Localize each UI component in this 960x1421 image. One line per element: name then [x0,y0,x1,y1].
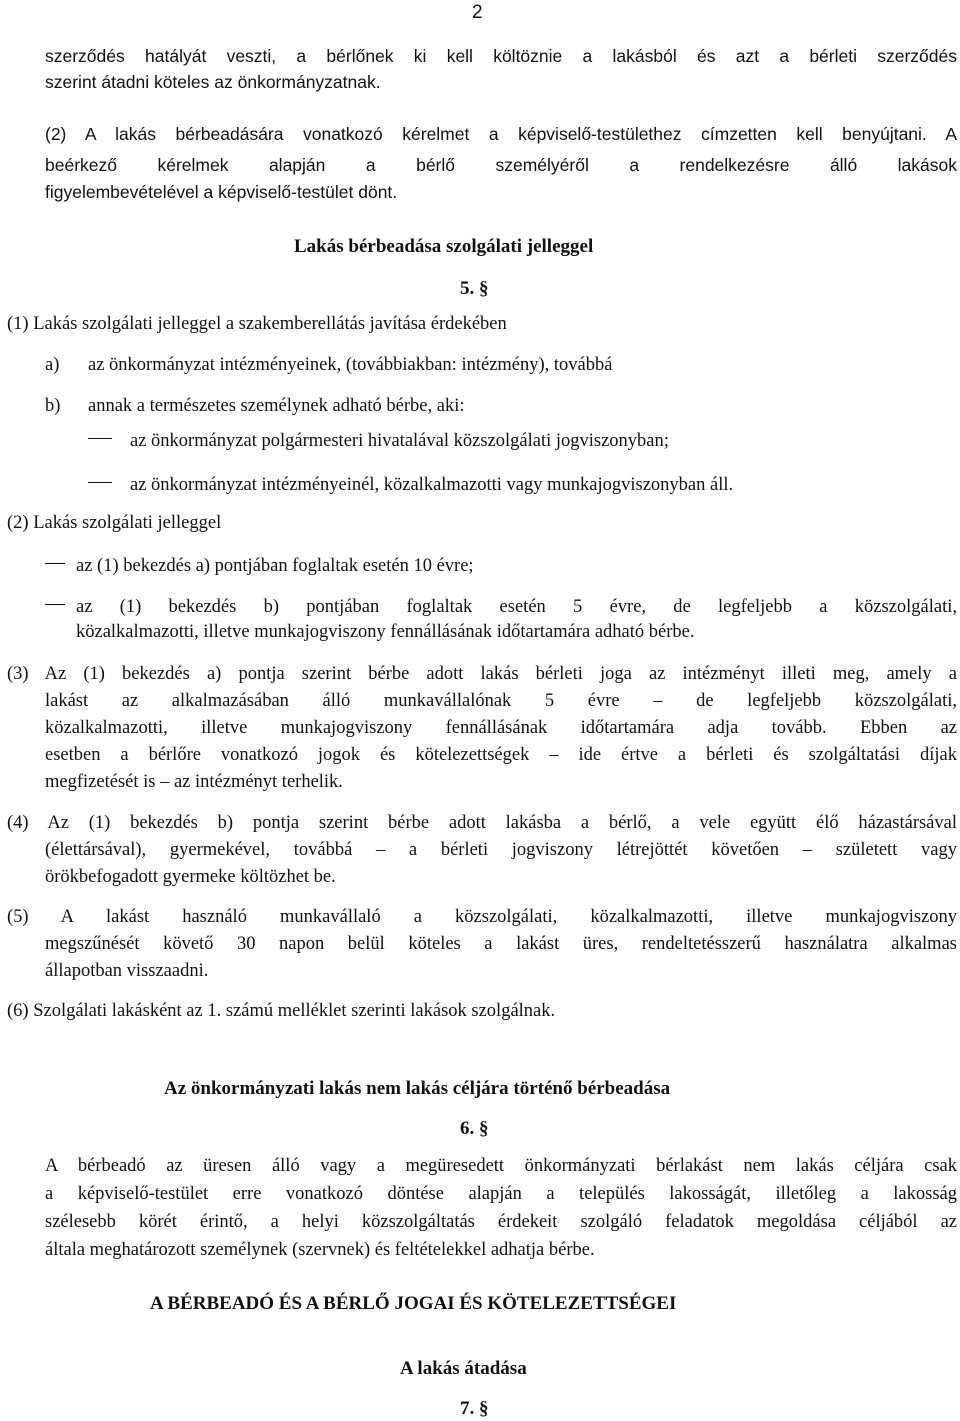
para-5-line-1: (5) A lakást használó munkavállaló a közszolgálati, közalkalmazotti, illetve munkajogviszony [7,907,957,927]
item-b-label: b) [45,396,61,416]
para-3-line-2: lakást az alkalmazásában álló munkavállalónak 5 évre – de legfeljebb közszolgálati, [45,691,957,711]
section-6-line-1: A bérbeadó az üresen álló vagy a megüresedett önkormányzati bérlakást nem lakás céljára csak [45,1156,957,1176]
section-5-heading: Lakás bérbeadása szolgálati jelleggel [294,236,594,257]
para-4-line-1: (4) Az (1) bekezdés b) pontja szerint bérbe adott lakásba a bérlő, a vele együtt élő házastársával [7,813,957,833]
para-4-line-3: örökbefogadott gyermeke költözhet be. [45,867,336,887]
para-4-line-2: (élettársával), gyermekével, továbbá – a bérleti jogviszony létrejöttét követően – született vagy [45,840,957,860]
paragraph-2-line-1: (2) A lakás bérbeadására vonatkozó kérelmet a képviselő-testülethez címzetten kell benyújtani. A [45,124,957,144]
para-5-line-2: megszűnését követő 30 napon belül köteles a lakást üres, rendeltetésszerű használatra alkalmas [45,934,957,954]
section-5-number: 5. § [460,278,489,299]
section-6-heading: Az önkormányzati lakás nem lakás céljára történő bérbeadása [164,1078,671,1099]
section-7-number: 7. § [460,1398,489,1419]
item-b-sub-2: az önkormányzat intézményeinél, közalkalmazotti vagy munkajogviszonyban áll. [130,475,734,495]
para-2-item-2-line-1: az (1) bekezdés b) pontjában foglaltak esetén 5 évre, de legfeljebb a közszolgálati, [76,597,957,617]
para-3-line-5: megfizetését is – az intézményt terhelik. [45,772,343,792]
dash-bullet [88,438,112,439]
section-7-heading: A lakás átadása [400,1358,527,1379]
section-6-line-4: általa meghatározott személynek (szervnek) és feltételekkel adhatja bérbe. [45,1240,595,1260]
para-2-item-2-line-2: közalkalmazotti, illetve munkajogviszony fennállásának időtartamára adható bérbe. [76,622,695,642]
paragraph-2-line-3: figyelembevételével a képviselő-testület dönt. [45,182,398,202]
dash-bullet [45,563,65,564]
paragraph-2-line-2: beérkező kérelmek alapján a bérlő személyéről a rendelkezésre álló lakások [45,155,957,175]
para-5-line-3: állapotban visszaadni. [45,961,209,981]
chapter-title: A BÉRBEADÓ ÉS A BÉRLŐ JOGAI ÉS KÖTELEZETTSÉGEI [150,1293,677,1314]
page-number: 2 [472,2,483,23]
para-3-line-1: (3) Az (1) bekezdés a) pontja szerint bérbe adott lakás bérleti joga az intézményt illeti meg, amely a [7,664,957,684]
section-6-number: 6. § [460,1118,489,1139]
top-paragraph-line-2: szerint átadni köteles az önkormányzatnak. [45,72,381,92]
section-5-para-1: (1) Lakás szolgálati jelleggel a szakemberellátás javítása érdekében [7,314,507,334]
item-a-text: az önkormányzat intézményeinek, (továbbiakban: intézmény), továbbá [88,355,613,375]
para-2-item-1: az (1) bekezdés a) pontjában foglaltak esetén 10 évre; [76,556,474,576]
para-3-line-3: közalkalmazotti, illetve munkajogviszony fennállásának időtartamára adja tovább. Ebben az [45,718,957,738]
section-5-para-2: (2) Lakás szolgálati jelleggel [7,513,222,533]
dash-bullet [45,604,65,605]
section-6-line-3: szélesebb körét érintő, a helyi közszolgáltatás érdekeit szolgáló feladatok megoldása céljából az [45,1212,957,1232]
item-b-sub-1: az önkormányzat polgármesteri hivatalával közszolgálati jogviszonyban; [130,431,669,451]
item-b-text: annak a természetes személynek adható bérbe, aki: [88,396,465,416]
para-6: (6) Szolgálati lakásként az 1. számú melléklet szerinti lakások szolgálnak. [7,1001,556,1021]
top-paragraph-line-1: szerződés hatályát veszti, a bérlőnek ki kell költöznie a lakásból és azt a bérleti szerződés [45,46,957,66]
dash-bullet [88,482,112,483]
para-3-line-4: esetben a bérlőre vonatkozó jogok és kötelezettségek – ide értve a bérleti és szolgáltatási díjak [45,745,957,765]
section-6-line-2: a képviselő-testület erre vonatkozó döntése alapján a település lakosságát, illetőleg a lakosság [45,1184,957,1204]
item-a-label: a) [45,355,60,375]
